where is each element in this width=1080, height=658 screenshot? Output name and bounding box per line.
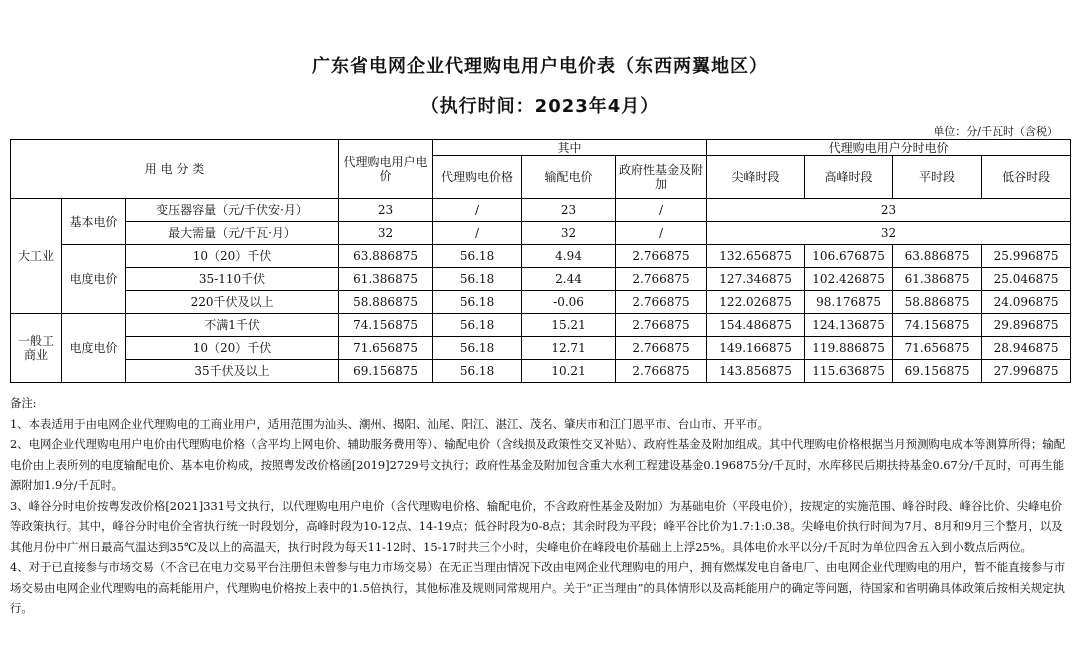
cell-fund: / [616, 222, 707, 245]
cell-flat: 74.156875 [893, 314, 982, 337]
page-subtitle: （执行时间：2023年4月） [420, 96, 660, 117]
subgroup-basic-price: 基本电价 [62, 199, 126, 245]
cell-agent: 32 [339, 222, 433, 245]
cell-flat: 61.386875 [893, 268, 982, 291]
cell-flat: 71.656875 [893, 337, 982, 360]
table-row [11, 199, 1071, 222]
cell-fund: 2.766875 [616, 245, 707, 268]
cell-sharp: 122.026875 [707, 291, 805, 314]
cell-agent: 23 [339, 199, 433, 222]
header-tou-group: 代理购电用户分时电价 [707, 140, 1071, 156]
cell-transmission: -0.06 [522, 291, 616, 314]
notes-heading: 备注: [10, 396, 37, 410]
cell-tou: 23 [707, 199, 1071, 222]
row-label: 最大需量（元/千瓦·月） [126, 222, 339, 245]
page-title: 广东省电网企业代理购电用户电价表（东西两翼地区） [312, 56, 768, 77]
note-item: 1、本表适用于由电网企业代理购电的工商业用户，适用范围为汕头、潮州、揭阳、汕尾、阳江、湛江、茂名、肇庆市和江门恩平市、台山市、开平市。 [10, 416, 770, 431]
cell-fund: / [616, 199, 707, 222]
group-general-label: 一般工商业 [17, 334, 54, 362]
row-label: 10（20）千伏 [126, 337, 339, 360]
cell-sharp: 149.166875 [707, 337, 805, 360]
subgroup-energy-price: 电度电价 [62, 245, 126, 314]
header-transmission-price: 输配电价 [522, 156, 616, 199]
row-label: 10（20）千伏 [126, 245, 339, 268]
group-large-industry: 大工业 [11, 199, 62, 314]
table-row [11, 291, 1071, 314]
cell-agent: 69.156875 [339, 360, 433, 383]
cell-fund: 2.766875 [616, 360, 707, 383]
cell-peak: 124.136875 [805, 314, 893, 337]
cell-valley: 29.896875 [982, 314, 1071, 337]
cell-purchase: / [433, 199, 522, 222]
cell-fund: 2.766875 [616, 314, 707, 337]
note-item: 3、峰谷分时电价按粤发改价格[2021]331号文执行，以代理购电用户电价（含代理购电价格、输配电价，不含政府性基金及附加）为基础电价（平段电价），按规定的实施范围、峰谷时段、峰谷比价、尖峰电价等政策执行。其中，峰谷分时电价全省执行统一时段划分，高峰时段为10-12点、14-19点；低谷时段为0-8点；其余时段为平段；峰平谷比价为1.7:1:0.38。尖峰电价执行时间为7月、8月和9月三个整月，以及其他月份中广州日最高气温达到35℃及以上的高温天，执行时段为每天11-12时、15-17时共三个小时，尖峰电价在峰段电价基础上上浮25%。具体电价水平以分/千瓦时为单位四舍五入到小数点后两位。 [10, 498, 1063, 554]
cell-peak: 98.176875 [805, 291, 893, 314]
cell-purchase: / [433, 222, 522, 245]
header-peak-sharp: 尖峰时段 [707, 156, 805, 199]
cell-purchase: 56.18 [433, 337, 522, 360]
table-row [11, 268, 1071, 291]
cell-agent: 61.386875 [339, 268, 433, 291]
cell-fund: 2.766875 [616, 337, 707, 360]
row-label: 35千伏及以上 [126, 360, 339, 383]
cell-flat: 69.156875 [893, 360, 982, 383]
cell-valley: 28.946875 [982, 337, 1071, 360]
cell-sharp: 143.856875 [707, 360, 805, 383]
cell-purchase: 56.18 [433, 360, 522, 383]
cell-peak: 106.676875 [805, 245, 893, 268]
cell-purchase: 56.18 [433, 268, 522, 291]
cell-sharp: 127.346875 [707, 268, 805, 291]
cell-agent: 58.886875 [339, 291, 433, 314]
table-row [11, 360, 1071, 383]
header-flat: 平时段 [893, 156, 982, 199]
unit-label: 单位：分/千瓦时（含税） [933, 125, 1058, 138]
cell-purchase: 56.18 [433, 314, 522, 337]
cell-purchase: 56.18 [433, 291, 522, 314]
price-table [10, 139, 1071, 383]
cell-tou: 32 [707, 222, 1071, 245]
cell-peak: 102.426875 [805, 268, 893, 291]
group-general [11, 314, 62, 383]
cell-transmission: 32 [522, 222, 616, 245]
cell-fund: 2.766875 [616, 268, 707, 291]
row-label: 35-110千伏 [126, 268, 339, 291]
header-agent-price: 代理购电用户电价 [339, 140, 433, 199]
cell-agent: 71.656875 [339, 337, 433, 360]
cell-fund: 2.766875 [616, 291, 707, 314]
cell-agent: 74.156875 [339, 314, 433, 337]
table-row [11, 245, 1071, 268]
cell-sharp: 154.486875 [707, 314, 805, 337]
cell-valley: 25.046875 [982, 268, 1071, 291]
row-label: 变压器容量（元/千伏安·月） [126, 199, 339, 222]
cell-transmission: 12.71 [522, 337, 616, 360]
cell-flat: 63.886875 [893, 245, 982, 268]
table-row [11, 222, 1071, 245]
table-row [11, 337, 1071, 360]
note-item: 4、对于已直接参与市场交易（不含已在电力交易平台注册但未曾参与电力市场交易）在无正当理由情况下改由电网企业代理购电的用户，拥有燃煤发电自备电厂、由电网企业代理购电的用户，暂不能直接参与市场交易由电网企业代理购电的高耗能用户，代理购电价格按上表中的1.5倍执行，其他标准及规则同常规用户。关于“正当理由”的具体情形以及高耗能用户的确定等问题，待国家和省明确具体政策后按相关规定执行。 [10, 560, 1066, 615]
cell-transmission: 4.94 [522, 245, 616, 268]
header-of-which: 其中 [433, 140, 707, 156]
row-label: 不满1千伏 [126, 314, 339, 337]
header-peak-high: 高峰时段 [805, 156, 893, 199]
cell-purchase: 56.18 [433, 245, 522, 268]
header-valley: 低谷时段 [982, 156, 1071, 199]
cell-valley: 25.996875 [982, 245, 1071, 268]
cell-valley: 27.996875 [982, 360, 1071, 383]
cell-transmission: 15.21 [522, 314, 616, 337]
cell-flat: 58.886875 [893, 291, 982, 314]
header-fund-surcharge: 政府性基金及附加 [616, 156, 707, 199]
cell-agent: 63.886875 [339, 245, 433, 268]
cell-valley: 24.096875 [982, 291, 1071, 314]
note-item: 2、电网企业代理购电用户电价由代理购电价格（含平均上网电价、辅助服务费用等）、输配电价（含线损及政策性交叉补贴）、政府性基金及附加组成。其中代理购电价格根据当月预测购电成本等测算所得；输配电价由上表所列的电度输配电价、基本电价构成，按照粤发改价格函[2019]2729号文执行；政府性基金及附加包含重大水利工程建设基金0.196875分/千瓦时，水库移民后期扶持基金0.67分/千瓦时，可再生能源附加1.9分/千瓦时。 [10, 437, 1066, 492]
header-category: 用 电 分 类 [11, 140, 339, 199]
cell-transmission: 23 [522, 199, 616, 222]
cell-peak: 119.886875 [805, 337, 893, 360]
table-row [11, 314, 1071, 337]
cell-peak: 115.636875 [805, 360, 893, 383]
subgroup-energy-price: 电度电价 [62, 314, 126, 383]
notes-section [10, 393, 1072, 619]
cell-transmission: 10.21 [522, 360, 616, 383]
cell-sharp: 132.656875 [707, 245, 805, 268]
cell-transmission: 2.44 [522, 268, 616, 291]
row-label: 220千伏及以上 [126, 291, 339, 314]
header-purchase-price: 代理购电价格 [433, 156, 522, 199]
